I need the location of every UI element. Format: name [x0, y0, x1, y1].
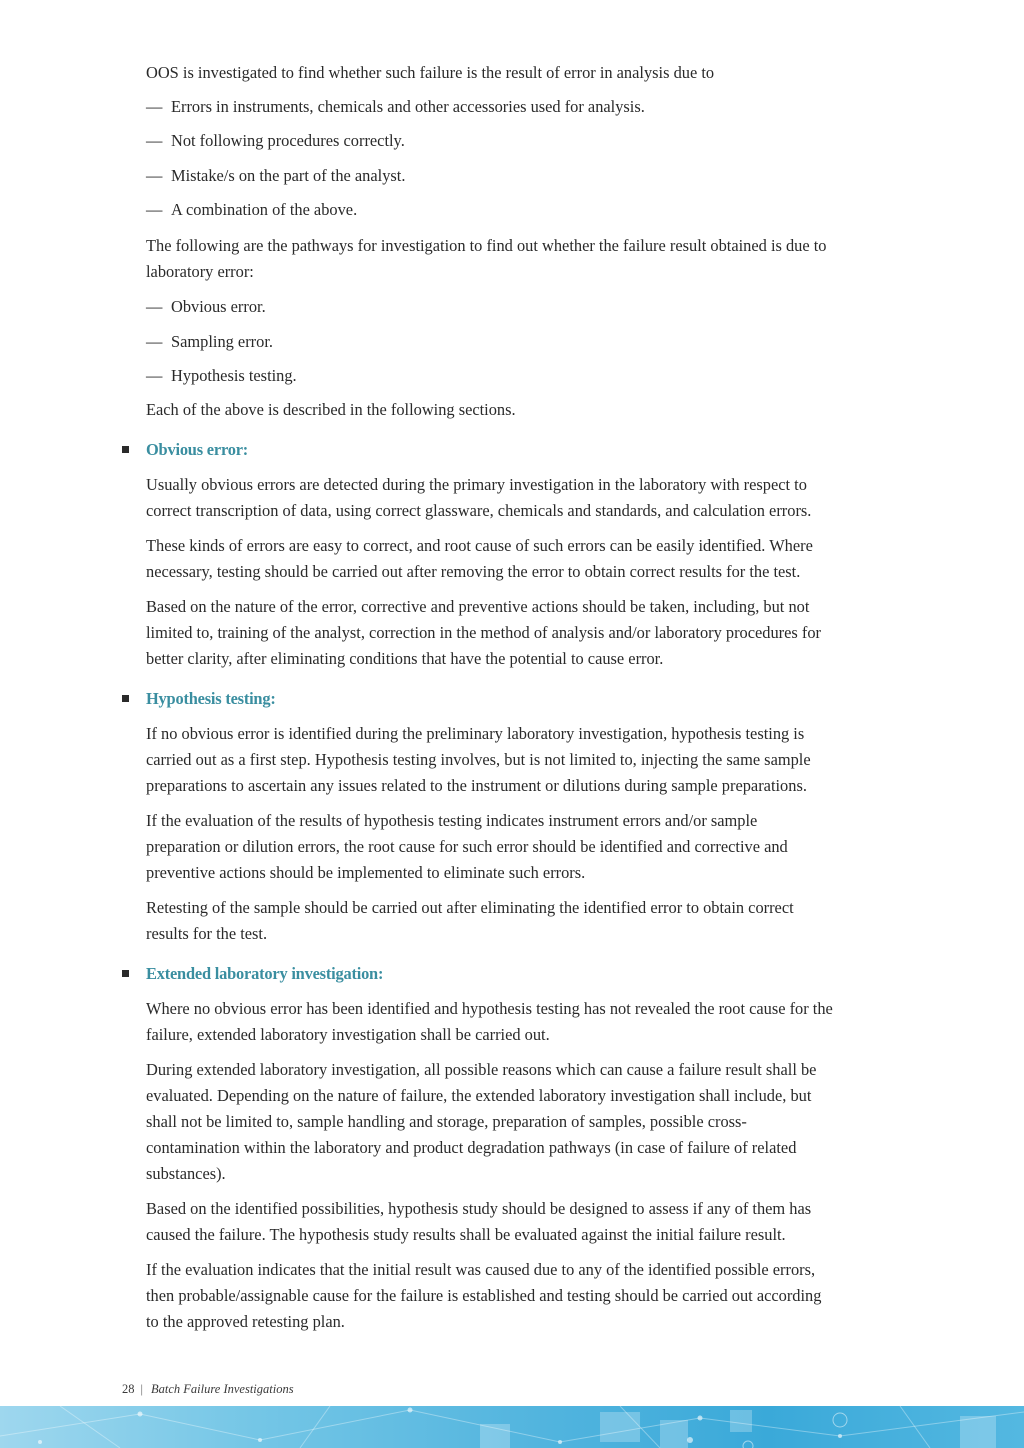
dash-bullet: — [146, 97, 163, 116]
paragraph: These kinds of errors are easy to correct, and root cause of such errors can be easily identified. Where necessary, testing should be carried out after removing the error to obtain correct results for the test. [146, 536, 813, 582]
paragraph: During extended laboratory investigation, all possible reasons which can cause a failure result shall be evaluated. Depending on the nature of failure, the extended laboratory investigation shall include, but shall not be limited to, sample handling and storage, preparation of samples, possible cross-contamination within the laboratory and product degradation pathways (in case of failure of related substances). [146, 1060, 817, 1184]
square-bullet-icon [122, 970, 129, 977]
list-item: — Sampling error. [146, 329, 836, 355]
square-bullet-icon [122, 446, 129, 453]
dash-bullet: — [146, 200, 163, 220]
intro-lead: OOS is investigated to find whether such failure is the result of error in analysis due to [146, 63, 715, 82]
dash-bullet: — [146, 365, 163, 385]
paragraph: Retesting of the sample should be carried out after eliminating the identified error to obtain correct results for the test. [146, 898, 794, 944]
document-title: Batch Failure Investigations [151, 1382, 294, 1396]
dash-bullet: — [146, 297, 163, 317]
section-heading-extended-investigation [146, 961, 836, 987]
paragraph: If no obvious error is identified during the preliminary laboratory investigation, hypothesis testing is carried out as a first step. Hypothesis testing involves, but is not limited to, injecting the same sample preparations to ascertain any issues related to the instrument or dilutions during sample preparations. [146, 724, 811, 796]
dash-bullet: — [146, 131, 163, 151]
paragraph: Based on the nature of the error, corrective and preventive actions should be taken, including, but not limited to, training of the analyst, correction in the method of analysis and/or laboratory procedures for better clarity, after eliminating conditions that have the potential to cause error. [146, 597, 822, 669]
paragraph: Based on the identified possibilities, hypothesis study should be designed to assess if any of them has caused the failure. The hypothesis study results shall be evaluated against the initial failure result. [146, 1199, 812, 1245]
network-pattern-icon [0, 1406, 1024, 1448]
list-item: — A combination of the above. [146, 197, 836, 223]
list-item: — Not following procedures correctly. [146, 128, 836, 154]
causes-list [146, 94, 836, 223]
dash-bullet: — [146, 331, 163, 351]
intro-closing: Each of the above is described in the following sections. [146, 400, 516, 420]
section-title: Obvious error: [146, 440, 249, 460]
section-heading-obvious-error [146, 437, 836, 463]
paragraph: Usually obvious errors are detected during the primary investigation in the laboratory with respect to correct transcription of data, using correct glassware, chemicals and standards, and calculation errors. [146, 475, 812, 521]
decorative-banner [0, 1406, 1024, 1448]
list-item: — Obvious error. [146, 294, 836, 320]
list-item: — Errors in instruments, chemicals and other accessories used for analysis. [146, 94, 836, 120]
footer-separator: | [140, 1382, 144, 1396]
paragraph: If the evaluation indicates that the initial result was caused due to any of the identified possible errors, then probable/assignable cause for the failure is established and testing should be carried out according to the approved retesting plan. [146, 1260, 822, 1332]
pathways-list [146, 294, 836, 389]
dash-bullet: — [146, 165, 163, 185]
pathways-lead: The following are the pathways for investigation to find out whether the failure result obtained is due to laboratory error: [146, 236, 827, 282]
section-title: Extended laboratory investigation: [146, 964, 384, 984]
page-body [146, 60, 836, 1344]
list-item: — Hypothesis testing. [146, 363, 836, 389]
paragraph: If the evaluation of the results of hypothesis testing indicates instrument errors and/or sample preparation or dilution errors, the root cause for such error should be identified and corrective and preventive actions should be implemented to eliminate such errors. [146, 811, 788, 883]
square-bullet-icon [122, 695, 129, 702]
page-footer [122, 1382, 294, 1397]
section-title: Hypothesis testing: [146, 689, 276, 709]
page-number: 28 [122, 1382, 135, 1396]
section-heading-hypothesis-testing [146, 686, 836, 712]
paragraph: Where no obvious error has been identified and hypothesis testing has not revealed the root cause for the failure, extended laboratory investigation shall be carried out. [146, 999, 833, 1045]
list-item: — Mistake/s on the part of the analyst. [146, 163, 836, 189]
